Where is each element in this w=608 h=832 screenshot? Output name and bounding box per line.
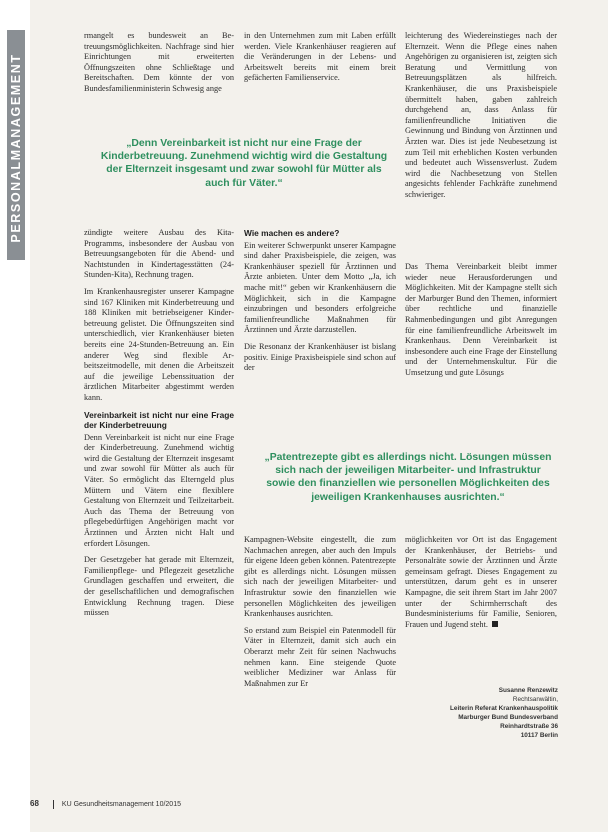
article-column-bottom-middle: [244, 535, 396, 787]
paragraph: So erstand zum Beispiel ein Patenmodell für Väter in Elternzeit, damit sich auch ein Oberarzt mehr Zeit für seinen Nachwuchs nehmen kann. Eine steigende Quote weiblicher Mediziner war Anlass für Maßnahmen zur Er: [244, 625, 396, 688]
paragraph: leichterung des Wiedereinstieges nach der Elternzeit. Wenn die Pflege eines nahen Angehörigen zu organisieren ist, zeigten sich Beratung und Vermittlung von Betreuungsplätzen als hilfreich. Krankenhäuser, die uns Praxisbeispiele übermittelt haben, gaben zahlreich durchgehend an, dass Anlass für familienfreundliche Initiativen die Gewinnung und Bindung von Ärztinnen und Ärzten war. Dies ist jede Neubesetzung ist zum Teil mit erheblichen Kosten verbunden und bedeutet auch Wissensverlust. Zudem wird die Nachbesetzung von Stellen angesichts fehlender Fachkräfte zunehmend schwieriger.: [405, 31, 557, 199]
page-footer: [30, 799, 181, 809]
pull-quote-top: „Denn Vereinbarkeit ist nicht nur eine Frage der Kinderbetreuung. Zunehmend wichtig wird die Gestaltung der Elternzeit insgesamt und zwar sowohl für Mütter als auch für Väter.“: [100, 138, 388, 189]
author-organization: Marburger Bund Bundesverband: [458, 714, 558, 721]
article-column-bottom-right: [405, 535, 557, 680]
author-role: Rechtsanwältin,: [512, 696, 558, 703]
article-column-top-right: [405, 31, 557, 247]
subheading: Wie machen es andere?: [244, 228, 340, 238]
article-column-middle: [244, 228, 396, 414]
author-name: Susanne Renzewitz: [498, 687, 558, 694]
paragraph: zündigte weitere Ausbau des Kita-Programms, insbesondere der Ausbau von Betreuungsangeboten für die Abend- und Nachtstunden in Kindertagesstätten (24-Stunden-Kita), Rechnung tragen.: [84, 228, 234, 280]
page-number: 68: [30, 799, 39, 808]
paragraph: Kampagnen-Website eingestellt, die zum Nachmachen anregen, aber auch den Impuls für eigene Ideen geben können. Patentrezepte gibt es allerdings nicht. Lösungen müssen sich nach der jeweiligen Mitarbeiter- und Infrastruktur sowie den finanziellen wie personellen Möglichkeiten des jeweiligen Krankenhauses ausrichten.: [244, 535, 396, 619]
paragraph: Im Krankenhausregister unserer Kampagne sind 167 Kliniken mit Kinderbetreuung und 188 Kliniken mit betriebseigener Kinderbetreuung gelistet. Die Öffnungszeiten sind unterschiedlich, vier Krankenhäuser bieten bereits eine 24-Stunden-Betreuung an. Ein anderer Weg sind flexible Arbeitszeitmodelle, mit denen die Arbeitszeit auf die jeweilige Lebenssituation der ärztlichen Mitarbeiter abgestimmt werden kann.: [84, 286, 234, 402]
author-signature: [440, 686, 558, 740]
paragraph: [405, 535, 557, 630]
author-city: 10117 Berlin: [520, 732, 558, 739]
article-column-top-middle: [244, 31, 396, 103]
sidebar: [0, 0, 30, 832]
article-column-top-left: [84, 31, 234, 103]
paragraph: Der Gesetzgeber hat gerade mit Elternzeit, Familienpflege- und Pflegezeit gesetzliche Grundlagen geschaffen und erweitert, die der gesellschaftlichen und demografischen Entwicklung Rechnung tragen. Diese müssen: [84, 555, 234, 618]
paragraph-text: möglichkeiten vor Ort ist das Engagement der Krankenhäuser, der Betriebs- und Personalräte sowie der Ärztinnen und Ärzte gemeinsam gefragt. Dieses Engagement zu unterstützen, darum geht es in unserer Kampagne, die seit ihrem Start im Jahr 2007 unter der Schirmherrschaft des Bundesministeriums für Familie, Senioren, Frauen und Jugend steht.: [405, 535, 557, 629]
end-mark-icon: [492, 621, 498, 627]
author-department: Leiterin Referat Krankenhauspolitik: [450, 705, 558, 712]
subheading: Vereinbarkeit ist nicht nur eine Frage der Kinderbetreuung: [84, 409, 234, 431]
pull-quote-bottom: „Patentrezepte gibt es allerdings nicht. Lösungen müssen sich nach der jeweiligen Mitarbeiter- und Infrastruktur sowie den finanziellen wie personellen Möglichkeiten des jeweiligen Krankenhauses ausrichten.“: [264, 452, 552, 503]
section-label: PERSONALMANAGEMENT: [9, 53, 23, 243]
footer-divider: [53, 800, 54, 809]
paragraph: in den Unternehmen zum mit Laben erfüllt werden. Viele Krankenhäuser reagieren auf die Veränderungen in der Lebens- und Arbeitswelt bereits mit einem breit gefächerten Familienservice.: [244, 31, 396, 83]
paragraph: rmangelt es bundesweit an Betreuungsmöglichkeiten. Nachfrage sind hier Einrichtungen mit erweiterten Öffnungszeiten ohne Schließtage und Bereitschaften. Dem könnte der von Bundesfamilienministerin Schwesig ange: [84, 31, 234, 93]
paragraph: Ein weiterer Schwerpunkt unserer Kampagne sind daher Praxisbeispiele, die zeigen, was Krankenhäuser speziell für Ärztinnen und Ärzte anbieten. Unter dem Motto „Ja, ich mache mit!“ geben wir Krankenhäusern die Möglichkeit, sich in die Kampagne einzubringen und besonders erfolgreiche familienfreundliche Maßnahmen für Ärztinnen und Ärzte darzustellen.: [244, 240, 396, 335]
article-column-right: [405, 262, 557, 422]
paragraph: Denn Vereinbarkeit ist nicht nur eine Frage der Kinderbetreuung. Zunehmend wichtig wird die Gestaltung der Elternzeit insgesamt und zwar sowohl für Mütter als auch für Väter. So ermöglicht das Elterngeld plus Müttern und Vätern eine flexiblere Gestaltung von Elternzeit und Teilzeitarbeit. Auch das Thema der Betreuung von pflegebedürftigen Angehörigen macht vor Ärztinnen und Ärzten nicht Halt und erfordert Lösungen.: [84, 432, 234, 548]
author-street: Reinhardtstraße 36: [500, 723, 558, 730]
article-column-left: [84, 228, 234, 788]
publication-name: KU Gesundheitsmanagement 10/2015: [61, 801, 181, 808]
paragraph: Die Resonanz der Krankenhäuser ist bislang positiv. Einige Praxisbeispiele sind schon auf der: [244, 341, 396, 373]
paragraph: Das Thema Vereinbarkeit bleibt immer wieder neue Herausforderungen und Möglichkeiten. Mit der Kampagne stellt sich der Marburger Bund den Themen, informiert über rechtliche und finanzielle Rahmenbedingungen und gibt Anregungen für eine familienfreundliche Arbeitswelt im Krankenhaus. Denn Vereinbarkeit ist insbesondere auch eine Frage der Einstellung und der Unternehmenskultur. Für die Umsetzung und gute Lösungs: [405, 262, 557, 377]
